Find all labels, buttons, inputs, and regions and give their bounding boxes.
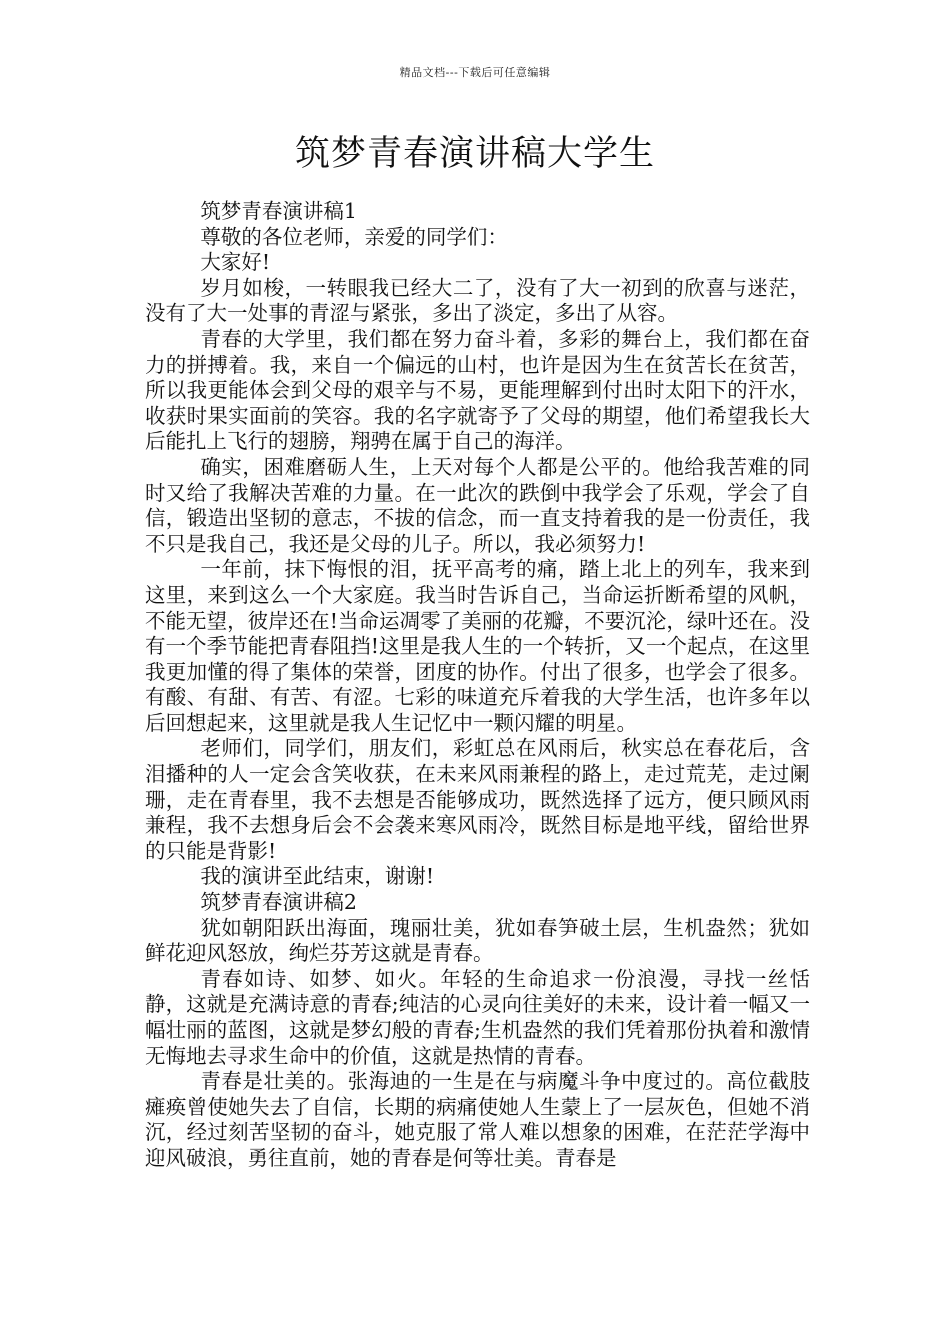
paragraph: 大家好! bbox=[200, 250, 271, 275]
paragraph: 确实，困难磨砺人生，上天对每个人都是公平的。他给我苦难的同时又给了我解决苦难的力量。在一此次的跌倒中我学会了乐观，学会了自信，锻造出坚韧的意志，不拔的信念，而一直支持着我的是一份责任，我不只是我自己，我还是父母的儿子。所以，我必须努力! bbox=[145, 454, 810, 556]
paragraph: 我的演讲至此结束，谢谢! bbox=[200, 864, 435, 889]
paragraph: 岁月如梭，一转眼我已经大二了，没有了大一初到的欣喜与迷茫，没有了大一处事的青涩与紧张，多出了淡定，多出了从容。 bbox=[145, 275, 810, 326]
paragraph: 青春的大学里，我们都在努力奋斗着，多彩的舞台上，我们都在奋力的拼搏着。我，来自一个偏远的山村，也许是因为生在贫苦长在贫苦，所以我更能体会到父母的艰辛与不易，更能理解到付出时太阳下的汗水，收获时果实面前的笑容。我的名字就寄予了父母的期望，他们希望我长大后能扎上飞行的翅膀，翔骋在属于自己的海洋。 bbox=[145, 326, 810, 454]
paragraph: 筑梦青春演讲稿2 bbox=[200, 890, 357, 915]
paragraph: 犹如朝阳跃出海面，瑰丽壮美，犹如春笋破土层，生机盎然；犹如鲜花迎风怒放，绚烂芬芳这就是青春。 bbox=[145, 915, 810, 966]
paragraph: 筑梦青春演讲稿1 bbox=[200, 199, 357, 223]
paragraph: 一年前，抹下悔恨的泪，抚平高考的痛，踏上北上的列车，我来到这里，来到这么一个大家庭。我当时告诉自己，当命运折断希望的风帆，不能无望，彼岸还在!当命运凋零了美丽的花瓣，不要沉沦，绿叶还在。没有一个季节能把青春阻挡!这里是我人生的一个转折，又一个起点，在这里我更加懂的得了集体的荣誉，团度的协作。付出了很多，也学会了很多。有酸、有甜、有苦、有涩。七彩的味道充斥着我的大学生活，也许多年以后回想起来，这里就是我人生记忆中一颗闪耀的明星。 bbox=[145, 557, 810, 735]
paragraph: 青春是壮美的。张海迪的一生是在与病魔斗争中度过的。高位截肢瘫痪曾使她失去了自信，长期的病痛使她人生蒙上了一层灰色，但她不消沉，经过刻苦坚韧的奋斗，她克服了常人难以想象的困难，在茫茫学海中迎风破浪，勇往直前，她的青春是何等壮美。青春是 bbox=[145, 1069, 810, 1170]
paragraph: 老师们，同学们，朋友们，彩虹总在风雨后，秋实总在春花后，含泪播种的人一定会含笑收获，在未来风雨兼程的路上，走过荒芜，走过阑珊，走在青春里，我不去想是否能够成功，既然选择了远方，便只顾风雨兼程，我不去想身后会不会袭来寒风雨冷，既然目标是地平线，留给世界的只能是背影! bbox=[145, 736, 810, 863]
paragraph: 尊敬的各位老师，亲爱的同学们： bbox=[200, 224, 508, 249]
document-title: 筑梦青春演讲稿大学生 bbox=[294, 134, 655, 174]
paragraph: 青春如诗、如梦、如火。年轻的生命追求一份浪漫，寻找一丝恬静，这就是充满诗意的青春;纯洁的心灵向往美好的未来，设计着一幅又一幅壮丽的蓝图，这就是梦幻般的青春;生机盎然的我们凭着那份执着和激情无悔地去寻求生命中的价值，这就是热情的青春。 bbox=[145, 966, 810, 1068]
header-note: 精品文档---下载后可任意编辑 bbox=[399, 66, 551, 79]
document-body bbox=[145, 199, 810, 1172]
